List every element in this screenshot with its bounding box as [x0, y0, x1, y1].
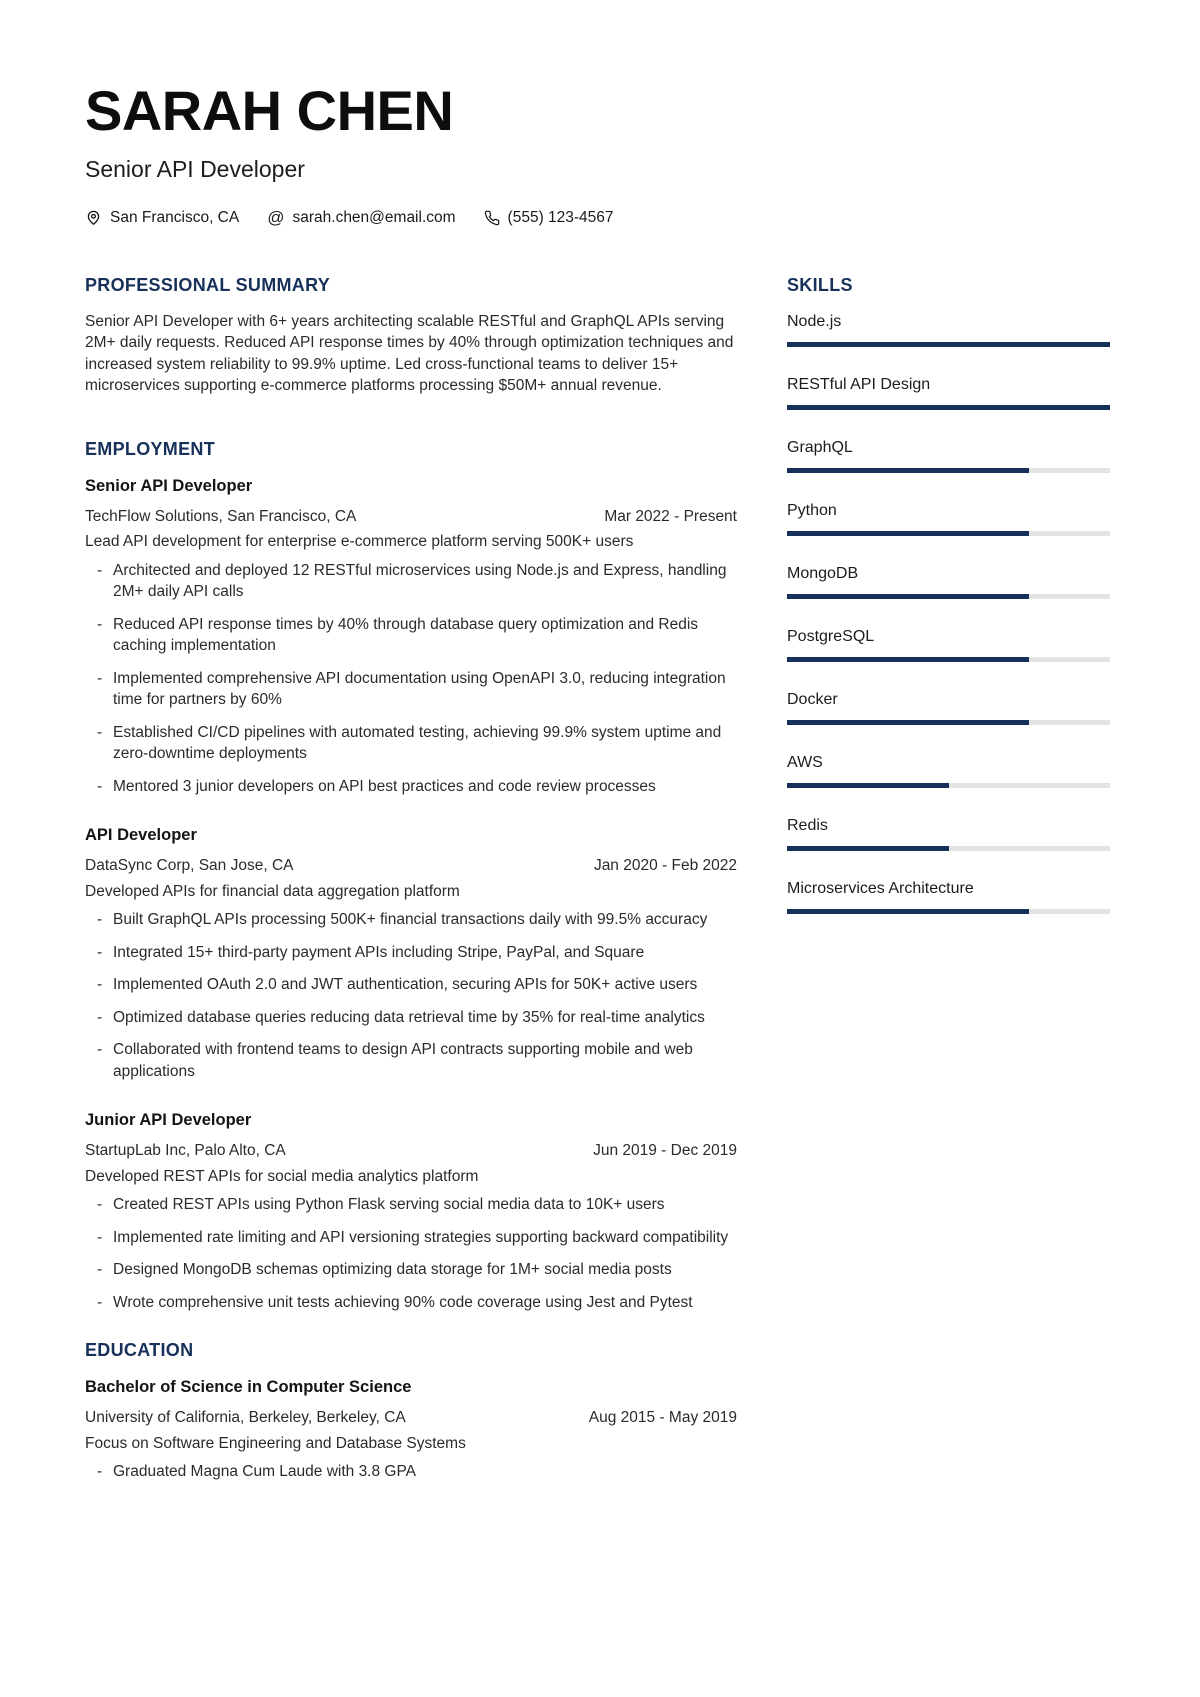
job-title: Senior API Developer — [85, 476, 253, 495]
job-company-line — [85, 855, 737, 877]
job-bullet: - Optimized database queries reducing data retrieval time by 35% for real-time analytics — [85, 1007, 737, 1029]
job-bullet: - Mentored 3 junior developers on API best practices and code review processes — [85, 776, 737, 798]
skill-item — [787, 815, 1110, 851]
contact-email — [267, 209, 455, 227]
contact-phone-text: (555) 123-4567 — [507, 208, 614, 226]
job-company-line — [85, 506, 737, 528]
job-dates: Jan 2020 - Feb 2022 — [593, 857, 737, 875]
skill-bar-track — [787, 342, 1110, 347]
skill-name: GraphQL — [787, 438, 853, 456]
skills-list — [787, 311, 1110, 914]
main-column — [85, 275, 737, 1510]
education-section — [85, 1340, 737, 1483]
job-summary: Developed APIs for financial data aggregation platform — [85, 882, 460, 900]
job-bullet: - Built GraphQL APIs processing 500K+ financial transactions daily with 99.5% accuracy — [85, 909, 737, 931]
skill-item — [787, 878, 1110, 914]
skill-bar-fill — [787, 468, 1029, 473]
degree-title: Bachelor of Science in Computer Science — [85, 1378, 412, 1397]
contact-location — [85, 209, 239, 227]
contact-phone — [484, 209, 614, 227]
contact-email-text: sarah.chen@email.com — [292, 208, 456, 226]
skills-heading: SKILLS — [787, 274, 853, 295]
job-bullet: - Implemented OAuth 2.0 and JWT authentication, securing APIs for 50K+ active users — [85, 974, 737, 996]
skill-bar-fill — [787, 531, 1029, 536]
job-dates: Mar 2022 - Present — [604, 507, 737, 525]
contact-row — [85, 209, 1110, 227]
skills-section — [787, 275, 1110, 914]
skill-item — [787, 311, 1110, 347]
skill-bar-fill — [787, 342, 1110, 347]
job-bullet: - Designed MongoDB schemas optimizing data storage for 1M+ social media posts — [85, 1259, 737, 1281]
job-bullets — [85, 909, 737, 1082]
skill-bar-track — [787, 405, 1110, 410]
education-bullets — [85, 1461, 737, 1483]
contact-location-text: San Francisco, CA — [110, 208, 240, 226]
skill-name: Node.js — [787, 312, 842, 330]
job-bullet: - Architected and deployed 12 RESTful microservices using Node.js and Express, handling 2M+ daily API calls — [85, 560, 737, 603]
job-bullet: - Wrote comprehensive unit tests achieving 90% code coverage using Jest and Pytest — [85, 1292, 737, 1314]
skill-item — [787, 689, 1110, 725]
skill-bar-fill — [787, 657, 1029, 662]
skill-item — [787, 500, 1110, 536]
person-title: Senior API Developer — [85, 155, 305, 182]
job-bullets — [85, 1194, 737, 1313]
skill-bar-track — [787, 594, 1110, 599]
employment-section — [85, 439, 737, 1314]
job-bullet: - Reduced API response times by 40% through database query optimization and Redis caching implementation — [85, 614, 737, 657]
job-company-line — [85, 1140, 737, 1162]
school-name: University of California, Berkeley, Berkeley, CA — [85, 1409, 406, 1427]
education-heading: EDUCATION — [85, 1340, 194, 1361]
skill-bar-fill — [787, 846, 949, 851]
job-bullet: - Implemented rate limiting and API versioning strategies supporting backward compatibility — [85, 1227, 737, 1249]
skill-name: Microservices Architecture — [787, 879, 974, 897]
skill-bar-fill — [787, 720, 1029, 725]
skill-item — [787, 752, 1110, 788]
skill-name: RESTful API Design — [787, 375, 931, 393]
sidebar-column — [787, 275, 1110, 1510]
skill-name: PostgreSQL — [787, 627, 875, 645]
job-summary: Developed REST APIs for social media analytics platform — [85, 1167, 479, 1185]
job-company: TechFlow Solutions, San Francisco, CA — [85, 507, 357, 525]
skill-item — [787, 626, 1110, 662]
job-company: StartupLab Inc, Palo Alto, CA — [85, 1142, 286, 1160]
content-columns — [85, 275, 1110, 1510]
job-bullet: - Collaborated with frontend teams to design API contracts supporting mobile and web applications — [85, 1039, 737, 1082]
summary-section — [85, 275, 737, 397]
job-title: Junior API Developer — [85, 1111, 252, 1130]
job-bullets — [85, 560, 737, 798]
phone-icon — [484, 210, 500, 226]
resume-header — [85, 80, 1110, 227]
skill-bar-track — [787, 531, 1110, 536]
job-entry — [85, 1109, 737, 1313]
skill-name: Redis — [787, 816, 828, 834]
skill-bar-track — [787, 468, 1110, 473]
education-bullet: - Graduated Magna Cum Laude with 3.8 GPA — [85, 1461, 737, 1483]
education-dates: Aug 2015 - May 2019 — [588, 1409, 737, 1427]
skill-bar-track — [787, 846, 1110, 851]
job-entry — [85, 824, 737, 1082]
job-company: DataSync Corp, San Jose, CA — [85, 857, 294, 875]
job-entry — [85, 475, 737, 798]
skill-bar-fill — [787, 405, 1110, 410]
skill-item — [787, 374, 1110, 410]
school-line — [85, 1407, 737, 1429]
employment-heading: EMPLOYMENT — [85, 438, 216, 459]
skill-bar-fill — [787, 594, 1029, 599]
skill-bar-track — [787, 720, 1110, 725]
skill-bar-fill — [787, 783, 949, 788]
job-bullet: - Integrated 15+ third-party payment APIs including Stripe, PayPal, and Square — [85, 942, 737, 964]
skill-name: MongoDB — [787, 564, 859, 582]
skill-bar-track — [787, 657, 1110, 662]
job-bullet: - Established CI/CD pipelines with automated testing, achieving 99.9% system uptime and zero-downtime deployments — [85, 722, 737, 765]
skill-item — [787, 437, 1110, 473]
skill-name: Python — [787, 501, 837, 519]
skill-bar-track — [787, 783, 1110, 788]
summary-heading: PROFESSIONAL SUMMARY — [85, 274, 331, 295]
skill-bar-track — [787, 909, 1110, 914]
location-pin-icon — [85, 209, 102, 226]
education-entry — [85, 1376, 737, 1483]
person-name: SARAH CHEN — [85, 79, 454, 142]
summary-text: Senior API Developer with 6+ years architecting scalable RESTful and GraphQL APIs serving 2M+ daily requests. Reduced API response times by 40% through optimization techniques and increased system reliability to 99.9% uptime. Led cross-functional teams to deliver 15+ microservices supporting e-commerce platforms processing $50M+ annual revenue. — [85, 312, 734, 395]
skill-name: AWS — [787, 753, 823, 771]
job-summary: Lead API development for enterprise e-commerce platform serving 500K+ users — [85, 533, 634, 551]
skill-bar-fill — [787, 909, 1029, 914]
employment-jobs — [85, 475, 737, 1314]
job-title: API Developer — [85, 826, 197, 845]
email-at-icon: @ — [267, 208, 285, 228]
job-bullet: - Created REST APIs using Python Flask serving social media data to 10K+ users — [85, 1194, 737, 1216]
education-focus: Focus on Software Engineering and Database Systems — [85, 1434, 466, 1452]
job-bullet: - Implemented comprehensive API documentation using OpenAPI 3.0, reducing integration time for partners by 60% — [85, 668, 737, 711]
skill-item — [787, 563, 1110, 599]
skill-name: Docker — [787, 690, 838, 708]
job-dates: Jun 2019 - Dec 2019 — [593, 1142, 737, 1160]
